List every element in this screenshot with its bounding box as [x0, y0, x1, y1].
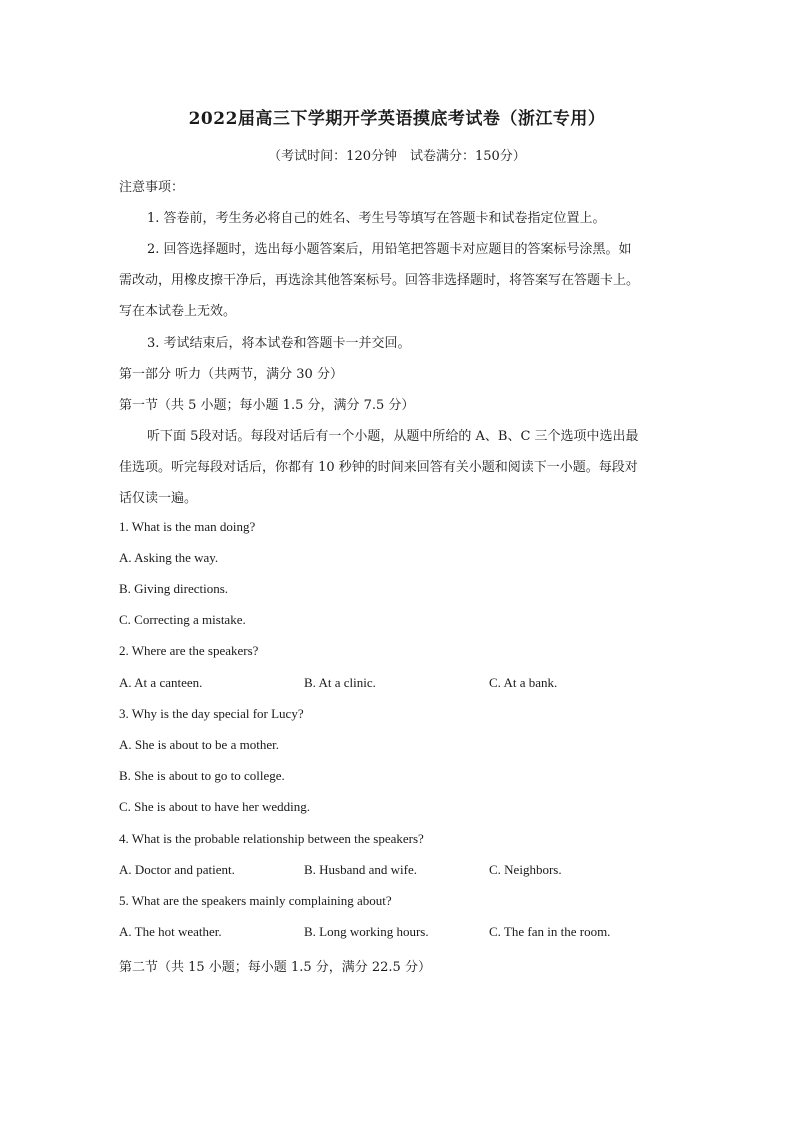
option-c: C. The fan in the room. — [489, 924, 611, 939]
question-stem: 3. Why is the day special for Lucy? — [119, 706, 304, 721]
option-c: C. Neighbors. — [489, 862, 562, 877]
note-item: 2. 回答选择题时，选出每小题答案后，用铅笔把答题卡对应题目的答案标号涂黑。如 — [147, 242, 632, 257]
option-a: A. Doctor and patient. — [119, 862, 235, 877]
section2-heading: 第二节（共 15 小题；每小题 1.5 分，满分 22.5 分） — [119, 960, 431, 975]
option-a: A. The hot weather. — [119, 924, 222, 939]
note-item: 写在本试卷上无效。 — [119, 304, 237, 319]
exam-subtitle: （考试时间：120分钟 试卷满分：150分） — [268, 149, 526, 164]
notes-heading: 注意事项： — [119, 180, 185, 195]
part1-heading: 第一部分 听力（共两节，满分 30 分） — [119, 367, 343, 382]
question-stem: 5. What are the speakers mainly complaining about? — [119, 893, 392, 908]
section1-instructions: 听下面 5段对话。每段对话后有一个小题，从题中所给的 A、B、C 三个选项中选出最 — [147, 429, 639, 444]
question-stem: 1. What is the man doing? — [119, 519, 256, 534]
option-a: A. She is about to be a mother. — [119, 737, 279, 752]
option-b: B. She is about to go to college. — [119, 768, 285, 783]
option-b: B. Giving directions. — [119, 581, 229, 596]
note-item: 3. 考试结束后，将本试卷和答题卡一并交回。 — [147, 336, 411, 351]
option-c: C. She is about to have her wedding. — [119, 799, 310, 814]
option-c: C. Correcting a mistake. — [119, 612, 246, 627]
option-c: C. At a bank. — [489, 675, 558, 690]
option-a: A. At a canteen. — [119, 675, 203, 690]
question-stem: 4. What is the probable relationship between the speakers? — [119, 831, 424, 846]
note-item: 1. 答卷前，考生务必将自己的姓名、考生号等填写在答题卡和试卷指定位置上。 — [147, 211, 606, 226]
note-item: 需改动，用橡皮擦干净后，再选涂其他答案标号。回答非选择题时，将答案写在答题卡上。 — [119, 273, 640, 288]
section1-heading: 第一节（共 5 小题；每小题 1.5 分，满分 7.5 分） — [119, 398, 415, 413]
option-a: A. Asking the way. — [119, 550, 219, 565]
option-b: B. Husband and wife. — [304, 862, 418, 877]
option-b: B. At a clinic. — [304, 675, 376, 690]
section1-instructions: 佳选项。听完每段对话后，你都有 10 秒钟的时间来回答有关小题和阅读下一小题。每段对 — [119, 460, 638, 475]
option-b: B. Long working hours. — [304, 924, 429, 939]
question-stem: 2. Where are the speakers? — [119, 643, 259, 658]
exam-title: 2022届高三下学期开学英语摸底考试卷（浙江专用） — [188, 109, 606, 129]
section1-instructions: 话仅读一遍。 — [119, 491, 198, 506]
